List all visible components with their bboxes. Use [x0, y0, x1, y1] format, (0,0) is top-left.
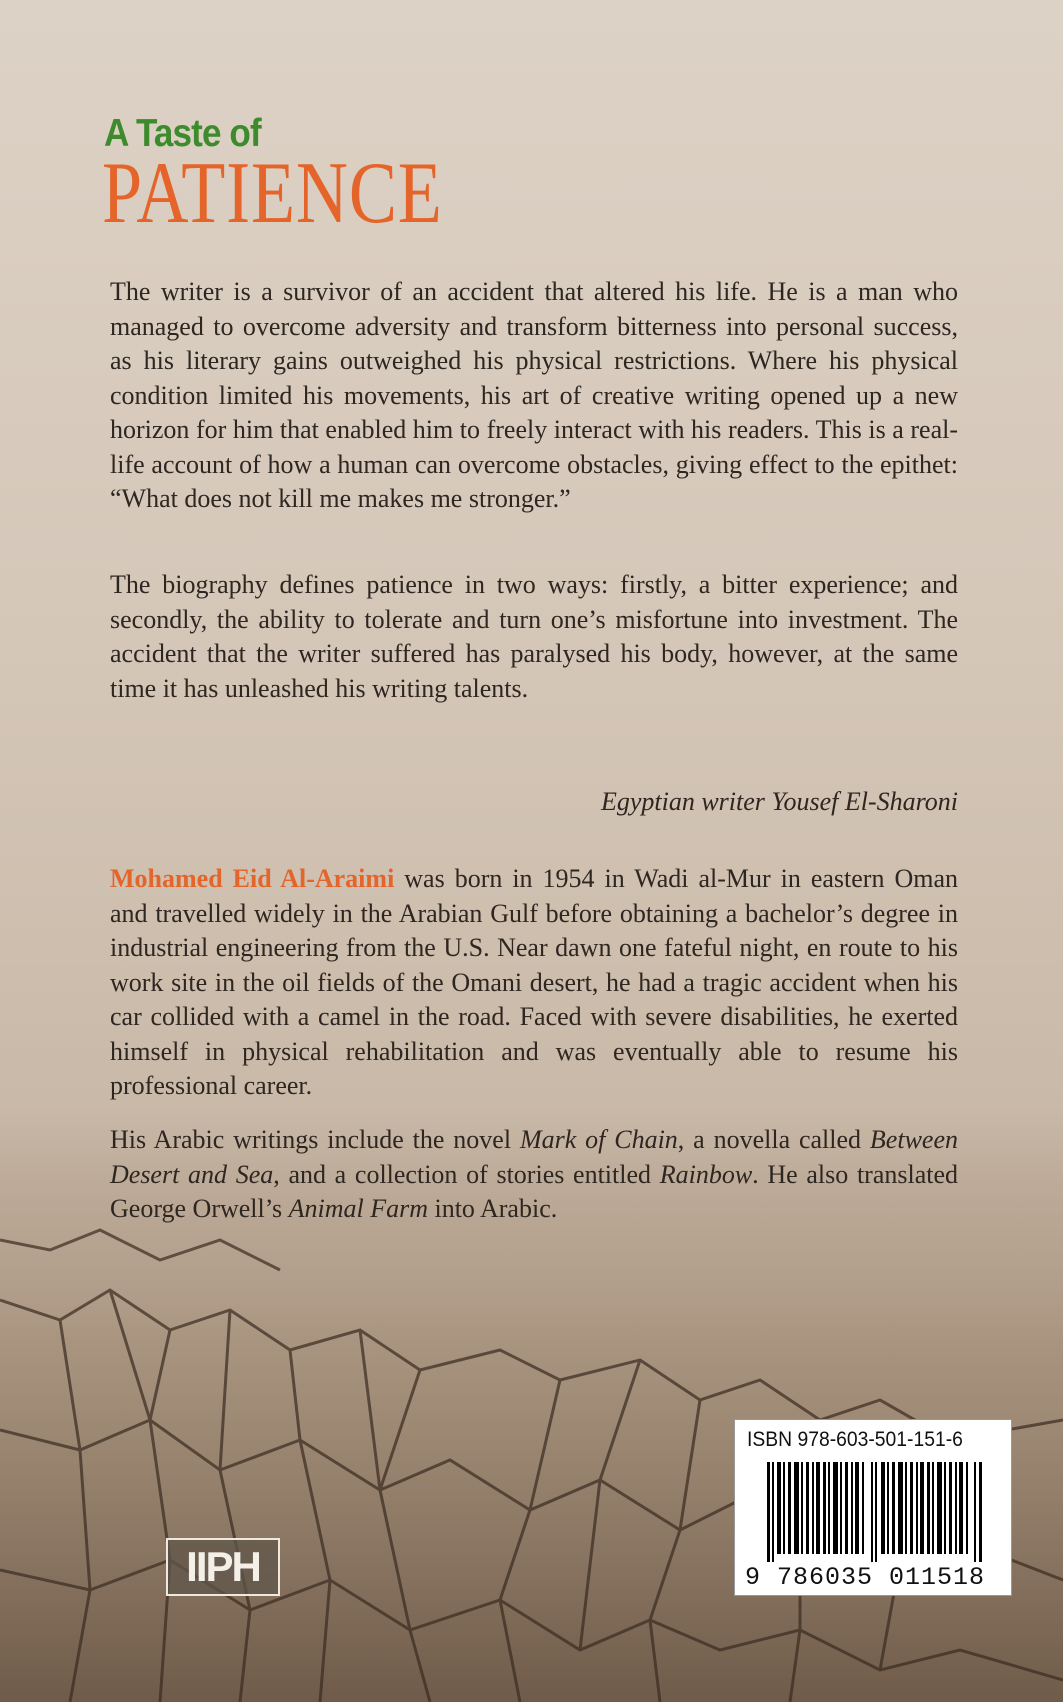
bio-text-e: into Arabic.: [427, 1194, 558, 1223]
isbn-barcode-box: [734, 1419, 1012, 1596]
bio-text: was born in 1954 in Wadi al-Mur in eastern Oman and travelled widely in the Arabian Gulf before obtaining a bachelor’s degree in industrial engineering from the U.S. Near dawn one fateful night, en route to his work site in the oil fields of the Omani desert, he had a tragic accident when his car collided with a camel in the road. Faced with severe disabilities, he exerted himself in physical rehabilitation and was eventually able to resume his professional career.: [110, 864, 958, 1100]
title-line-2: PATIENCE: [102, 145, 443, 242]
blurb-paragraph-2: The biography defines patience in two ways: firstly, a bitter experience; and secondly, the ability to tolerate and turn one’s misfortune into investment. The accident that the writer suffered has paralysed his body, however, at the same time it has unleashed his writing talents.: [110, 570, 958, 703]
book-title-animal-farm: Animal Farm: [288, 1194, 428, 1223]
blurb-paragraph-1: The writer is a survivor of an accident that altered his life. He is a man who managed to overcome adversity and transform bitterness into personal success, as his literary gains outweighed his physical restrictions. Where his physical condition limited his movements, his art of creative writing opened up a new horizon for him that enabled him to freely interact with his readers. This is a real-life account of how a human can overcome obstacles, giving effect to the epithet: “What does not kill me makes me stronger.”: [110, 277, 958, 513]
author-bio-paragraph-2: [110, 1123, 958, 1227]
blurb-attribution: Egyptian writer Yousef El-Sharoni: [600, 787, 958, 816]
author-bio-paragraph-1: [110, 862, 958, 1104]
bio-text-c: , and a collection of stories entitled: [273, 1159, 660, 1189]
barcode-number: 9 786035 011518: [745, 1563, 986, 1592]
book-title-between-desert-and-sea: Between Desert and Sea: [110, 1125, 958, 1189]
bio-text-b: , a novella called: [677, 1125, 870, 1154]
bio-text-d: . He also translated George Orwell’s: [110, 1159, 959, 1223]
publisher-logo: IIPH: [166, 1538, 280, 1596]
title-line-1: A Taste of: [104, 112, 261, 155]
isbn-text: ISBN 978-603-501-151-6: [747, 1428, 963, 1451]
book-title-mark-of-chain: Mark of Chain: [519, 1125, 678, 1154]
bio-text-a: His Arabic writings include the novel: [110, 1125, 520, 1154]
book-title-rainbow: Rainbow: [659, 1159, 753, 1189]
barcode-icon: [767, 1462, 983, 1562]
author-name: Mohamed Eid Al-Araimi: [110, 864, 395, 893]
